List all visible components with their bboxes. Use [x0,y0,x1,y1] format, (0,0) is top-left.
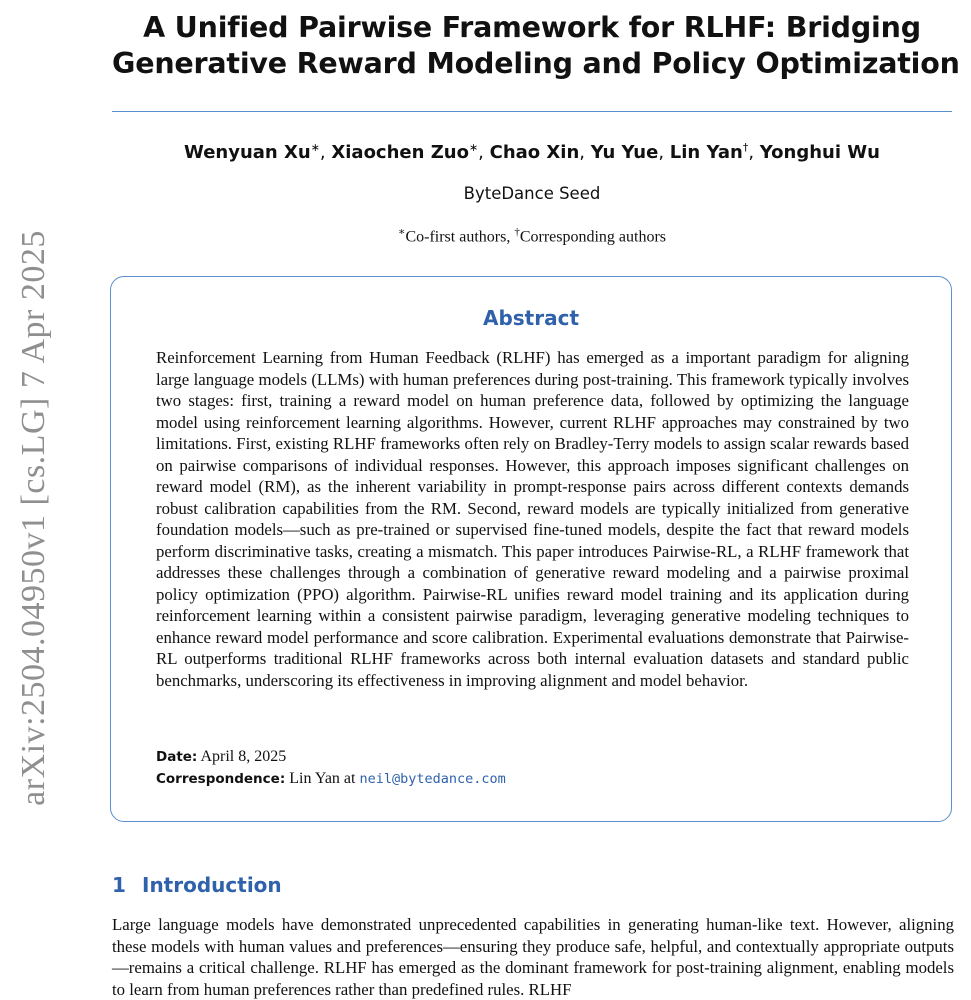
author-name: Xiaochen Zuo [331,142,469,163]
author-mark: † [742,141,749,154]
correspondence-label: Correspondence: [156,771,286,787]
date-value: April 8, 2025 [200,748,287,765]
title-divider [112,111,952,112]
author-mark: ∗ [468,141,479,154]
correspondence-email-link[interactable]: neil@bytedance.com [359,771,506,787]
paper-title-line-2: Generative Reward Modeling and Policy Optimization [112,47,960,80]
author-list: Wenyuan Xu∗, Xiaochen Zuo∗, Chao Xin, Yu Yue, Lin Yan†, Yonghui Wu [184,141,880,163]
author-name: Yu Yue [590,142,659,163]
corresponding-mark: † [514,226,520,238]
section-number: 1 [112,873,126,897]
abstract-heading: Abstract [482,306,580,330]
author-name: Lin Yan [669,142,743,163]
date-row [156,748,286,766]
abstract-text: Reinforcement Learning from Human Feedback (RLHF) has emerged as a important paradigm for aligning large language models (LLMs) with human preferences during post-training. This framework typically involves two stages: first, training a reward model on human preference data, followed by optimizing the language model using reinforcement learning algorithms. However, current RLHF approaches may constrained by two limitations. First, existing RLHF frameworks often rely on Bradley-Terry models to assign scalar rewards based on pairwise comparisons of individual responses. However, this approach imposes significant challenges on reward model (RM), as the inherent variability in prompt-response pairs across different contexts demands robust calibration capabilities from the RM. Second, reward models are typically initialized from generative foundation models—such as pre-trained or supervised fine-tuned models, despite the fact that reward models perform discriminative tasks, creating a mismatch. This paper introduces Pairwise-RL, a RLHF framework that addresses these challenges through a combination of generative reward modeling and a pairwise proximal policy optimization (PPO) algorithm. Pairwise-RL unifies reward model training and its application during reinforcement learning within a consistent pairwise paradigm, leveraging generative modeling techniques to enhance reward model performance and score calibration. Experimental evaluations demonstrate that Pairwise-RL outperforms traditional RLHF frameworks across both internal evaluation datasets and standard public benchmarks, underscoring its effectiveness in improving alignment and model behavior. [156,348,909,690]
author-name: Chao Xin [489,142,580,163]
introduction-text: Large language models have demonstrated unprecedented capabilities in generating human-like text. However, aligning these models with human values and preferences—ensuring they produce safe, helpful, and contextually appropriate outputs—remains a critical challenge. RLHF has emerged as the dominant framework for post-training alignment, enabling models to learn from human preferences rather than predefined rules. RLHF [112,915,954,999]
correspondence-name: Lin Yan at [289,770,356,787]
author-mark: ∗ [310,141,320,154]
arxiv-identifier-stamp: arXiv:2504.04950v1 [cs.LG] 7 Apr 2025 [15,230,52,806]
date-label: Date: [156,749,198,765]
correspondence-row [156,770,506,788]
section-title: Introduction [142,873,282,897]
author-name: Wenyuan Xu [184,142,311,163]
affiliation: ByteDance Seed [463,184,601,203]
section-heading [112,873,282,897]
paper-title-line-1: A Unified Pairwise Framework for RLHF: Bridging [143,11,921,44]
paper-title [112,10,960,82]
abstract-box [110,276,952,822]
author-footnote [112,225,952,246]
co-first-note: Co-first authors, [405,228,515,246]
author-name: Yonghui Wu [759,142,880,163]
corresponding-note: Corresponding authors [519,228,667,246]
co-first-mark: ∗ [397,226,406,238]
